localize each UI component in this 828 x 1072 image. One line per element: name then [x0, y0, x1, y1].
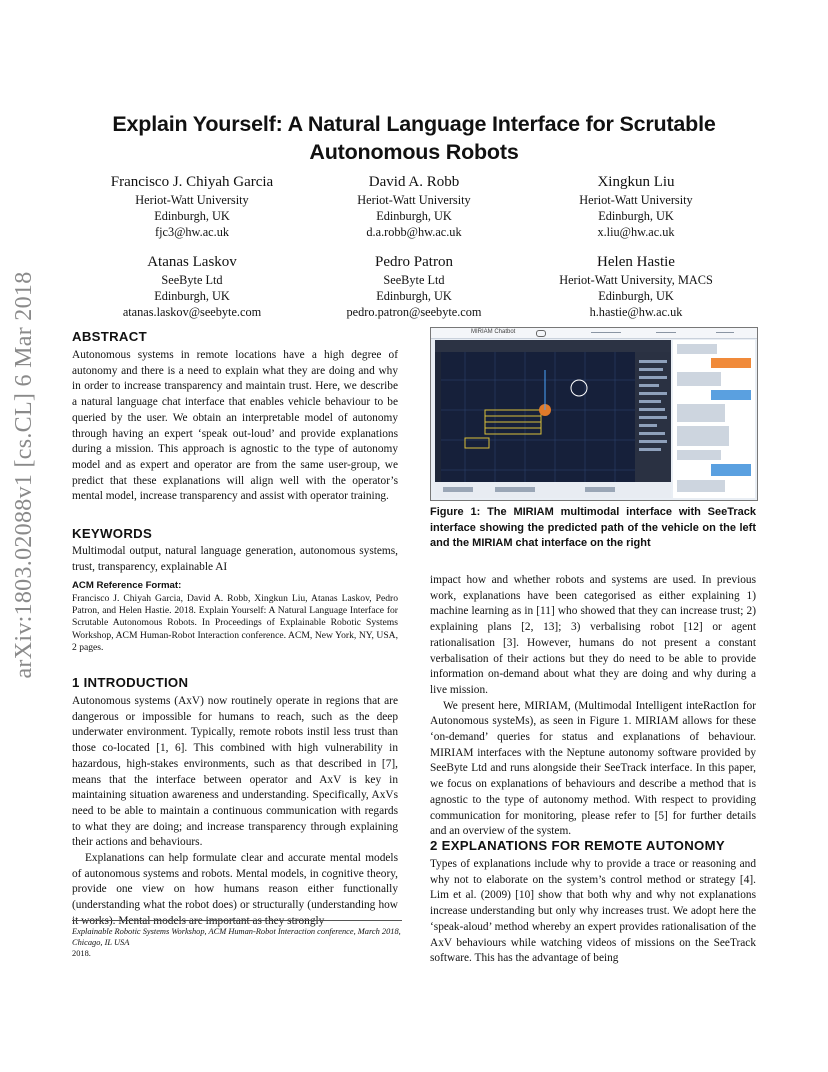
author-email: d.a.robb@hw.ac.uk — [366, 225, 462, 239]
author-affiliation: SeeByte Ltd — [383, 273, 445, 287]
author-location: Edinburgh, UK — [598, 289, 674, 303]
chat-bubble-user — [711, 358, 751, 368]
author-email: x.liu@hw.ac.uk — [597, 225, 675, 239]
arxiv-stamp: arXiv:1803.02088v1 [cs.CL] 6 Mar 2018 — [11, 271, 37, 679]
author-location: Edinburgh, UK — [154, 209, 230, 223]
keywords-text — [72, 544, 398, 575]
footnote-venue: Explainable Robotic Systems Workshop, ACM Human-Robot Interaction conference, March 2018, Chicago, IL USA — [72, 927, 401, 947]
author-email: fjc3@hw.ac.uk — [154, 225, 230, 239]
toggle-icon — [536, 330, 546, 337]
intro-paragraph-2: Explanations can help formulate clear and accurate mental models of autonomous systems and robots. Mental models, in cognitive theory, provide one view on how humans reason either functionally (understanding what the robot does) or structurally (understanding how it works). Mental models are important as they strongly — [72, 852, 398, 927]
chat-bubble — [677, 426, 729, 446]
menu-placeholder — [656, 332, 676, 333]
author-location: Edinburgh, UK — [598, 209, 674, 223]
author-name: Francisco J. Chiyah Garcia — [110, 174, 274, 190]
intro-heading: 1 INTRODUCTION — [72, 675, 189, 690]
author-location: Edinburgh, UK — [154, 289, 230, 303]
section2-heading: 2 EXPLANATIONS FOR REMOTE AUTONOMY — [430, 838, 725, 853]
chat-bubble-user — [711, 464, 751, 476]
author-affiliation: SeeByte Ltd — [161, 273, 223, 287]
chat-bubble — [677, 450, 721, 460]
author-affiliation: Heriot-Watt University — [135, 193, 249, 207]
author-affiliation: Heriot-Watt University, MACS — [559, 273, 713, 287]
section2-paragraph-1: Types of explanations include why to provide a trace or reasoning and why not to elaborate on the system’s control method or strategy [4]. Lim et al. (2009) [10] show that both why and why not explanations increase understanding but only why increases trust. We adopt here the ‘speak-aloud’ method whereby an expert provides rationalisation of the AxV behaviours while watching videos of missions on the SeeTrack software. This has the advantage of being — [430, 858, 756, 965]
chat-bubble — [677, 372, 721, 386]
keywords-paragraph: Multimodal output, natural language generation, autonomous systems, trust, transparency, explainable AI — [72, 545, 398, 573]
footnote-year: 2018. — [72, 949, 91, 958]
author-block — [72, 172, 312, 240]
acm-ref-heading: ACM Reference Format: — [72, 580, 182, 591]
author-block — [294, 252, 534, 320]
section2-text — [430, 857, 756, 967]
author-name: Helen Hastie — [597, 254, 675, 270]
chat-bubble — [677, 344, 717, 354]
author-name: Xingkun Liu — [597, 174, 675, 190]
right-paragraph-2: We present here, MIRIAM, (Multimodal Intelligent inteRactIon for Autonomous systeMs), as seen in Figure 1. MIRIAM allows for these ‘on-demand’ queries for status and explanations of behaviour. MIRIAM interfaces with the Neptune autonomy software provided by SeeByte Ltd and runs alongside their SeeTrack interface. In this paper, we focus on explanations of behaviours and describe a method that is agnostic to the type of autonomy method. With respect to providing communication for monitoring, please refer to [5] for further details and an overview of the system. — [430, 699, 756, 838]
chat-panel — [673, 340, 755, 498]
right-paragraph-1: impact how and whether robots and systems are used. In previous work, explanations have been categorised as either explaining 1) machine learning as in [11] who showed that they can increase trust; 2) explaining plans [2, 13]; 3) verbalising robot [12] or agent rationalisation [3]. However, humans do not present a constant verbalisation of their actions but they do need to be able to provide information on-demand about what they are doing and why during a live mission. — [430, 574, 756, 696]
chat-bubble-user — [711, 390, 751, 400]
figure-caption: Figure 1: The MIRIAM multimodal interface with SeeTrack interface showing the predicted path of the vehicle on the left and the MIRIAM chat interface on the right — [430, 506, 756, 549]
footnote-rule — [72, 920, 402, 921]
author-location: Edinburgh, UK — [376, 289, 452, 303]
author-name: Atanas Laskov — [147, 254, 237, 270]
intro-paragraph-1: Autonomous systems (AxV) now routinely operate in regions that are dangerous or impossible for humans to reach, such as the deep underwater environment. Typically, remote robots instil less trust than those co-located [1, 6]. This combined with high vulnerability in hazardous, high-stakes environments, such as that described in [7], means that the interface between operator and AxV is key in maintaining situation awareness and understanding. Specifically, AxVs need to be able to maintain a continuous communication with regards to what they are doing; and increase transparency through explaining their actions and behaviours. — [72, 695, 398, 849]
author-block — [516, 252, 756, 320]
author-email: h.hastie@hw.ac.uk — [589, 305, 683, 319]
acm-ref-text: Francisco J. Chiyah Garcia, David A. Robb, Xingkun Liu, Atanas Laskov, Pedro Patron, and Helen Hastie. 2018. Explain Yourself: A Natural Language Interface for Scrutable Autonomous Robots. In Proceedings of Explainable Robotic Systems Workshop, ACM Human-Robot Interaction conference. ACM, New York, NY, USA, 2 pages. — [72, 593, 398, 653]
figure-title-text: MIRIAM Chatbot — [471, 329, 516, 335]
chat-bubble — [677, 480, 725, 492]
abstract-text — [72, 348, 398, 505]
title-line-2: Autonomous Robots — [309, 140, 519, 164]
author-email: pedro.patron@seebyte.com — [346, 305, 482, 319]
seetrack-map — [435, 340, 671, 498]
intro-text — [72, 694, 398, 930]
figure-miriam-interface — [430, 327, 758, 501]
right-column-text — [430, 573, 756, 840]
menu-placeholder — [591, 332, 621, 333]
author-affiliation: Heriot-Watt University — [357, 193, 471, 207]
author-affiliation: Heriot-Watt University — [579, 193, 693, 207]
paper-title — [60, 110, 768, 166]
menu-placeholder — [716, 332, 734, 333]
title-line-1: Explain Yourself: A Natural Language Interface for Scrutable — [112, 112, 716, 136]
author-block — [294, 172, 534, 240]
abstract-paragraph: Autonomous systems in remote locations have a high degree of autonomy and there is a need to explain what they are doing and why in order to increase transparency and maintain trust. Here, we describe a natural language chat interface that enables vehicle behaviour to be queried by the user. We obtain an interpretable model of autonomy through having an expert ‘speak out-loud’ and provide explanations during a mission. This approach is agnostic to the type of autonomy model and as expert and operator are from the same user-group, we predict that these explanations will align well with the operator’s mental model, increase transparency and assist with operator training. — [72, 349, 398, 503]
author-email: atanas.laskov@seebyte.com — [122, 305, 262, 319]
author-block — [72, 252, 312, 320]
author-name: David A. Robb — [368, 174, 460, 190]
figure-title-bar — [431, 328, 757, 339]
abstract-heading: ABSTRACT — [72, 329, 147, 344]
keywords-heading: KEYWORDS — [72, 526, 153, 541]
author-block — [516, 172, 756, 240]
chat-bubble — [677, 404, 725, 422]
author-name: Pedro Patron — [375, 254, 453, 270]
author-location: Edinburgh, UK — [376, 209, 452, 223]
